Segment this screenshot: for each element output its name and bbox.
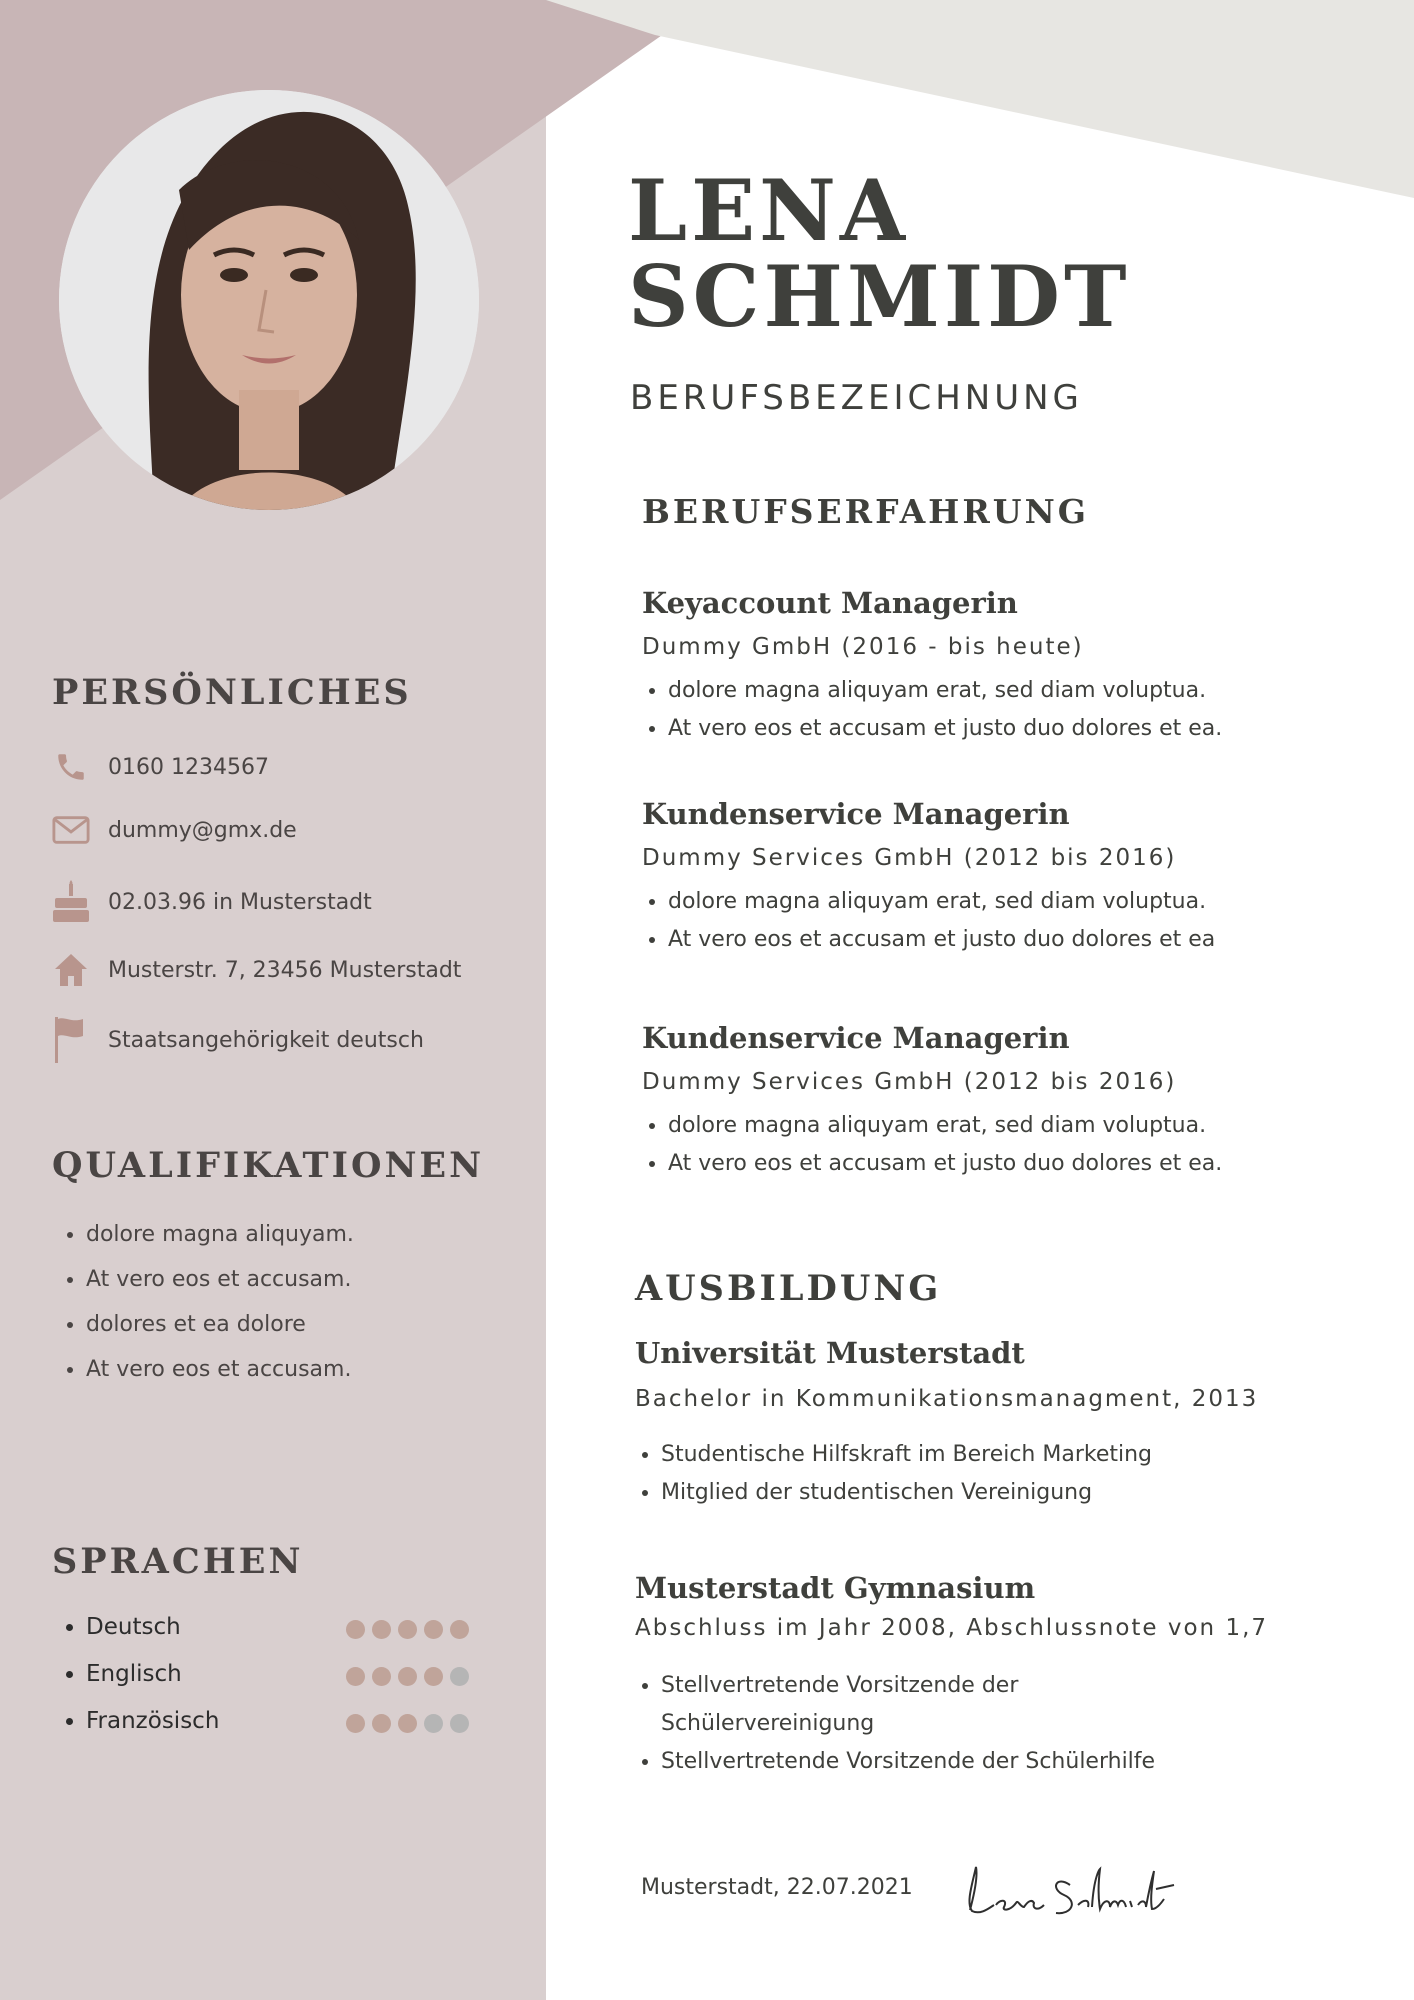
education-section-title: AUSBILDUNG: [635, 1268, 942, 1309]
level-dot-filled: [398, 1714, 417, 1733]
level-dot-filled: [346, 1620, 365, 1639]
contact-address: [52, 950, 461, 990]
job-bullet: • dolore magna aliquyam erat, sed diam voluptua.: [668, 883, 1215, 921]
languages-section-title: SPRACHEN: [52, 1541, 304, 1582]
level-dot-empty: [450, 1667, 469, 1686]
handwritten-signature: [960, 1855, 1180, 1930]
level-dot-filled: [424, 1667, 443, 1686]
level-dot-filled: [372, 1714, 391, 1733]
language-item: [86, 1661, 506, 1708]
level-dot-empty: [424, 1714, 443, 1733]
contact-nationality: [52, 1016, 424, 1064]
level-dot-filled: [450, 1620, 469, 1639]
language-name: Deutsch: [86, 1614, 181, 1640]
job-position: Kundenservice Managerin: [642, 797, 1070, 831]
school-detail: Abschluss im Jahr 2008, Abschlussnote von 1,7: [635, 1615, 1269, 1641]
school-bullet: • Mitglied der studentischen Vereinigung: [661, 1474, 1258, 1512]
school-bullets: [635, 1436, 1258, 1512]
level-dot-filled: [346, 1714, 365, 1733]
level-dot-empty: [450, 1714, 469, 1733]
contact-birth: [52, 882, 372, 922]
flag-icon: [52, 1016, 90, 1064]
level-dot-filled: [372, 1667, 391, 1686]
school-bullet: • Stellvertretende Vorsitzende der Schülerhilfe: [661, 1743, 1081, 1781]
language-name: Englisch: [86, 1661, 182, 1687]
address: Musterstr. 7, 23456 Musterstadt: [108, 957, 462, 983]
school-bullet: • Stellvertretende Vorsitzende der Schülervereinigung: [661, 1667, 1081, 1743]
job-bullets: [642, 1107, 1222, 1183]
language-level-dots: [346, 1714, 469, 1733]
job-title: BERUFSBEZEICHNUNG: [630, 378, 1083, 418]
experience-section-title: BERUFSERFAHRUNG: [642, 492, 1089, 531]
level-dot-filled: [346, 1667, 365, 1686]
birthday-cake-icon: [52, 882, 90, 922]
job-bullet: • dolore magna aliquyam erat, sed diam voluptua.: [668, 1107, 1222, 1145]
contact-phone: [52, 747, 269, 787]
qualification-item: • dolores et ea dolore: [86, 1302, 354, 1347]
job-entry: [642, 1021, 1222, 1183]
school-name: Musterstadt Gymnasium: [635, 1571, 1036, 1605]
place-date: Musterstadt, 22.07.2021: [641, 1875, 913, 1900]
school-bullets: [635, 1667, 1156, 1781]
language-name: Französisch: [86, 1708, 220, 1734]
school-bullet: • Studentische Hilfskraft im Bereich Marketing: [661, 1436, 1258, 1474]
language-level-dots: [346, 1667, 469, 1686]
personal-section-title: PERSÖNLICHES: [52, 672, 412, 713]
profile-photo: [59, 90, 479, 510]
job-bullet: • At vero eos et accusam et justo duo dolores et ea.: [668, 710, 1222, 748]
language-item: [86, 1708, 506, 1755]
qualifications-list: [58, 1212, 354, 1392]
job-bullet: • At vero eos et accusam et justo duo dolores et ea.: [668, 1145, 1222, 1183]
job-company: Dummy Services GmbH (2012 bis 2016): [642, 845, 1177, 871]
job-bullet: • dolore magna aliquyam erat, sed diam voluptua.: [668, 672, 1222, 710]
qualification-item: • At vero eos et accusam.: [86, 1257, 354, 1302]
job-company: Dummy Services GmbH (2012 bis 2016): [642, 1069, 1177, 1095]
contact-email: [52, 810, 297, 850]
level-dot-filled: [424, 1620, 443, 1639]
job-bullet: • At vero eos et accusam et justo duo dolores et ea: [668, 921, 1215, 959]
school-entry: [635, 1336, 1258, 1512]
home-icon: [52, 950, 90, 990]
first-name: LENA: [628, 161, 910, 260]
phone-number: 0160 1234567: [108, 754, 269, 780]
school-entry: [635, 1571, 1268, 1781]
last-name: SCHMIDT: [628, 247, 1131, 346]
language-level-dots: [346, 1620, 469, 1639]
qualification-item: • dolore magna aliquyam.: [86, 1212, 354, 1257]
level-dot-filled: [398, 1667, 417, 1686]
job-position: Keyaccount Managerin: [642, 586, 1018, 620]
job-bullets: [642, 883, 1215, 959]
school-detail: Bachelor in Kommunikationsmanagment, 2013: [635, 1386, 1259, 1412]
job-company: Dummy GmbH (2016 - bis heute): [642, 634, 1084, 660]
languages-list: [58, 1614, 506, 1755]
email-address: dummy@gmx.de: [108, 817, 297, 843]
birth-info: 02.03.96 in Musterstadt: [108, 889, 372, 915]
qualification-item: • At vero eos et accusam.: [86, 1347, 354, 1392]
job-position: Kundenservice Managerin: [642, 1021, 1070, 1055]
language-item: [86, 1614, 506, 1661]
qualifications-section-title: QUALIFIKATIONEN: [52, 1145, 485, 1186]
phone-icon: [52, 747, 90, 787]
nationality: Staatsangehörigkeit deutsch: [108, 1027, 424, 1053]
school-name: Universität Musterstadt: [635, 1336, 1025, 1370]
envelope-icon: [52, 810, 90, 850]
job-entry: [642, 797, 1215, 959]
level-dot-filled: [398, 1620, 417, 1639]
candidate-name: [628, 161, 1131, 346]
job-entry: [642, 586, 1222, 748]
job-bullets: [642, 672, 1222, 748]
level-dot-filled: [372, 1620, 391, 1639]
